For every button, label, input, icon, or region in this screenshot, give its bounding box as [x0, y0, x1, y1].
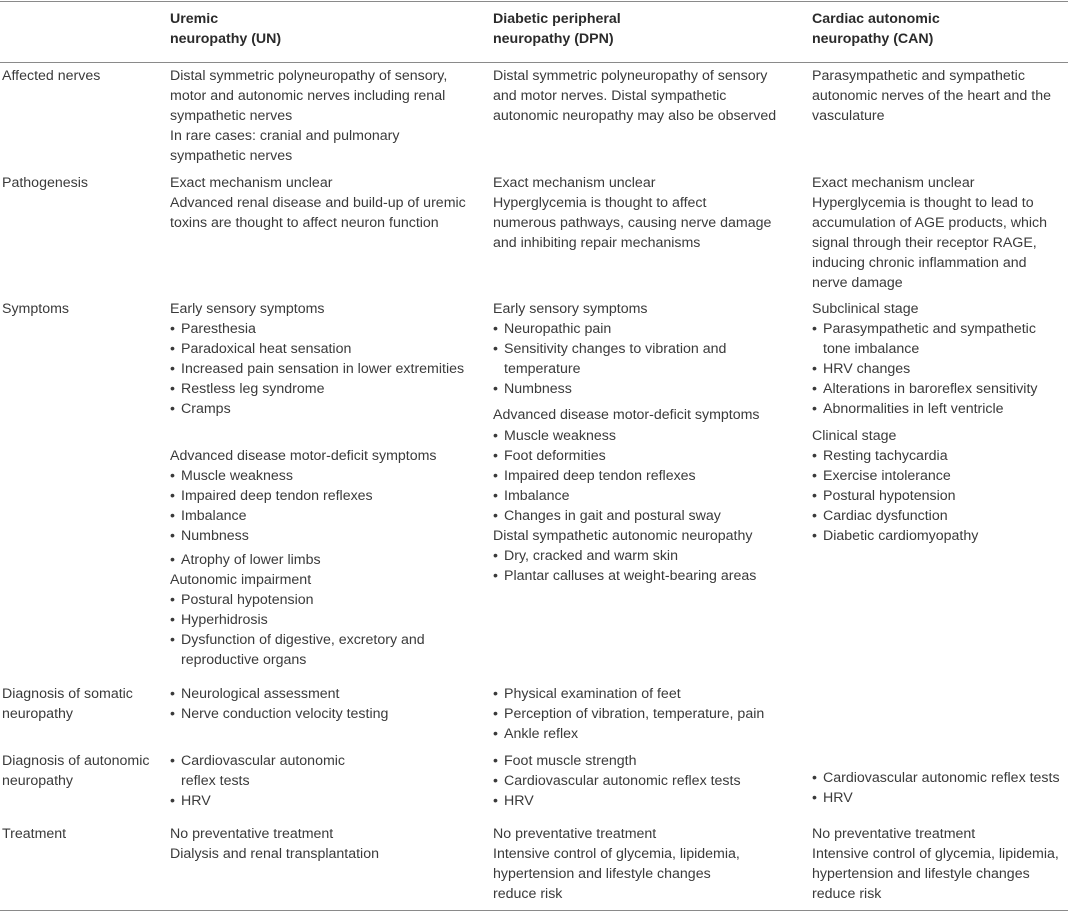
list-item: • Foot deformities [493, 447, 606, 464]
row-label-affected-nerves: Affected nerves [2, 68, 101, 84]
autonomic-impairment-title: Autonomic impairment [170, 572, 312, 589]
affected-nerves-dpn: Distal symmetric polyneuropathy of sensory and motor nerves. Distal sympathetic autonomic neuropathy may also be observed [493, 68, 777, 125]
list-item: • Plantar calluses at weight-bearing areas [493, 568, 757, 585]
list-item: • Hyperhidrosis [170, 612, 268, 629]
list-item: • Imbalance [170, 508, 247, 525]
list-item: • Paresthesia [170, 321, 256, 338]
clinical-stage-title: Clinical stage [812, 427, 897, 444]
symptoms-un-early [170, 299, 464, 420]
pathogenesis-dpn: Exact mechanism unclear Hyperglycemia is thought to affect numerous pathways, causing nerve damage and inhibiting repair mechanisms [493, 175, 772, 252]
list-item: • HRV changes [812, 361, 911, 378]
advanced-motor-title: Advanced disease motor-deficit symptoms [170, 448, 437, 464]
list-item: • HRV [812, 790, 853, 807]
list-item: • Muscle weakness [170, 468, 293, 485]
symptoms-can [812, 299, 1037, 546]
list-item: • Muscle weakness [493, 427, 616, 444]
symptoms-un-autonomic [170, 550, 425, 671]
list-item: • Cardiovascular autonomic reflex tests [170, 753, 346, 790]
column-header-un: Uremic neuropathy (UN) [170, 11, 282, 47]
list-item: • Cramps [170, 401, 231, 418]
list-item: • Postural hypotension [812, 487, 956, 504]
symptoms-dpn [493, 299, 760, 586]
row-label-pathogenesis: Pathogenesis [2, 175, 88, 191]
treatment-un: No preventative treatment Dialysis and renal transplantation [170, 826, 379, 863]
list-item: • Dysfunction of digestive, excretory and reproductive organs [170, 632, 425, 669]
distal-sympathetic-title: Distal sympathetic autonomic neuropathy [493, 528, 753, 545]
row-label-treatment: Treatment [2, 826, 67, 842]
treatment-dpn: No preventative treatment Intensive control of glycemia, lipidemia, hypertension and lifestyle changes reduce risk [493, 826, 740, 903]
list-item: • Imbalance [493, 487, 570, 504]
list-item: • Atrophy of lower limbs [170, 552, 321, 568]
list-item: • Sensitivity changes to vibration and temperature [493, 341, 727, 378]
list-item: • Neuropathic pain [493, 321, 612, 338]
pathogenesis-can: Exact mechanism unclear Hyperglycemia is thought to lead to accumulation of AGE products, which signal through their receptor RAGE, inducing chronic inflammation and nerve damage [812, 175, 1048, 292]
row-label-diagnosis-autonomic: Diagnosis of autonomic neuropathy [2, 753, 150, 790]
list-item: • Paradoxical heat sensation [170, 341, 352, 358]
symptoms-un-advanced [170, 446, 437, 546]
list-item: • Cardiovascular autonomic reflex tests [493, 773, 741, 790]
list-item: • Ankle reflex [493, 726, 579, 743]
list-item: • Impaired deep tendon reflexes [170, 488, 373, 505]
list-item: • Resting tachycardia [812, 447, 948, 464]
early-sensory-title: Early sensory symptoms [493, 301, 648, 317]
list-item: • Foot muscle strength [493, 753, 637, 769]
column-header-dpn: Diabetic peripheral neuropathy (DPN) [493, 11, 621, 47]
list-item: • HRV [170, 793, 211, 810]
list-item: • Exercise intolerance [812, 467, 951, 484]
list-item: • Diabetic cardiomyopathy [812, 528, 979, 545]
list-item: • Numbness [170, 528, 249, 545]
list-item: • Dry, cracked and warm skin [493, 548, 678, 565]
list-item: • Nerve conduction velocity testing [170, 706, 389, 723]
header-bottom-rule [0, 62, 1068, 63]
list-item: • Numbness [493, 381, 572, 398]
table-top-rule [0, 1, 1068, 2]
diagnosis-autonomic-can [812, 768, 1060, 808]
list-item: • Postural hypotension [170, 592, 314, 609]
list-item: • Restless leg syndrome [170, 381, 325, 398]
subclinical-stage-title: Subclinical stage [812, 301, 919, 317]
diagnosis-autonomic-un [170, 751, 345, 811]
treatment-can: No preventative treatment Intensive control of glycemia, lipidemia, hypertension and lifestyle changes reduce risk [812, 826, 1059, 903]
list-item: • Cardiovascular autonomic reflex tests [812, 770, 1060, 786]
list-item: • Changes in gait and postural sway [493, 507, 721, 524]
row-label-symptoms: Symptoms [2, 301, 70, 317]
list-item: • Perception of vibration, temperature, pain [493, 706, 765, 723]
column-header-can: Cardiac autonomic neuropathy (CAN) [812, 11, 940, 47]
row-label-diagnosis-somatic: Diagnosis of somatic neuropathy [2, 686, 133, 723]
pathogenesis-un: Exact mechanism unclear Advanced renal disease and build-up of uremic toxins are thought to affect neuron function [170, 175, 466, 232]
affected-nerves-can: Parasympathetic and sympathetic autonomic nerves of the heart and the vasculature [812, 68, 1051, 125]
diagnosis-somatic-dpn [493, 684, 764, 744]
list-item: • HRV [493, 793, 534, 810]
list-item: • Physical examination of feet [493, 686, 681, 702]
advanced-motor-title: Advanced disease motor-deficit symptoms [493, 407, 760, 424]
list-item: • Neurological assessment [170, 686, 340, 702]
list-item: • Abnormalities in left ventricle [812, 401, 1004, 418]
early-sensory-title: Early sensory symptoms [170, 301, 325, 317]
list-item: • Cardiac dysfunction [812, 507, 948, 524]
diagnosis-somatic-un [170, 684, 388, 724]
list-item: • Impaired deep tendon reflexes [493, 467, 696, 484]
diagnosis-autonomic-dpn [493, 751, 741, 811]
list-item: • Parasympathetic and sympathetic tone imbalance [812, 321, 1036, 358]
list-item: • Increased pain sensation in lower extremities [170, 361, 465, 378]
list-item: • Alterations in baroreflex sensitivity [812, 381, 1038, 398]
table-bottom-rule [0, 910, 1068, 911]
affected-nerves-un: Distal symmetric polyneuropathy of sensory, motor and autonomic nerves including renal sympathetic nerves In rare cases: cranial and pulmonary sympathetic nerves [170, 68, 448, 165]
